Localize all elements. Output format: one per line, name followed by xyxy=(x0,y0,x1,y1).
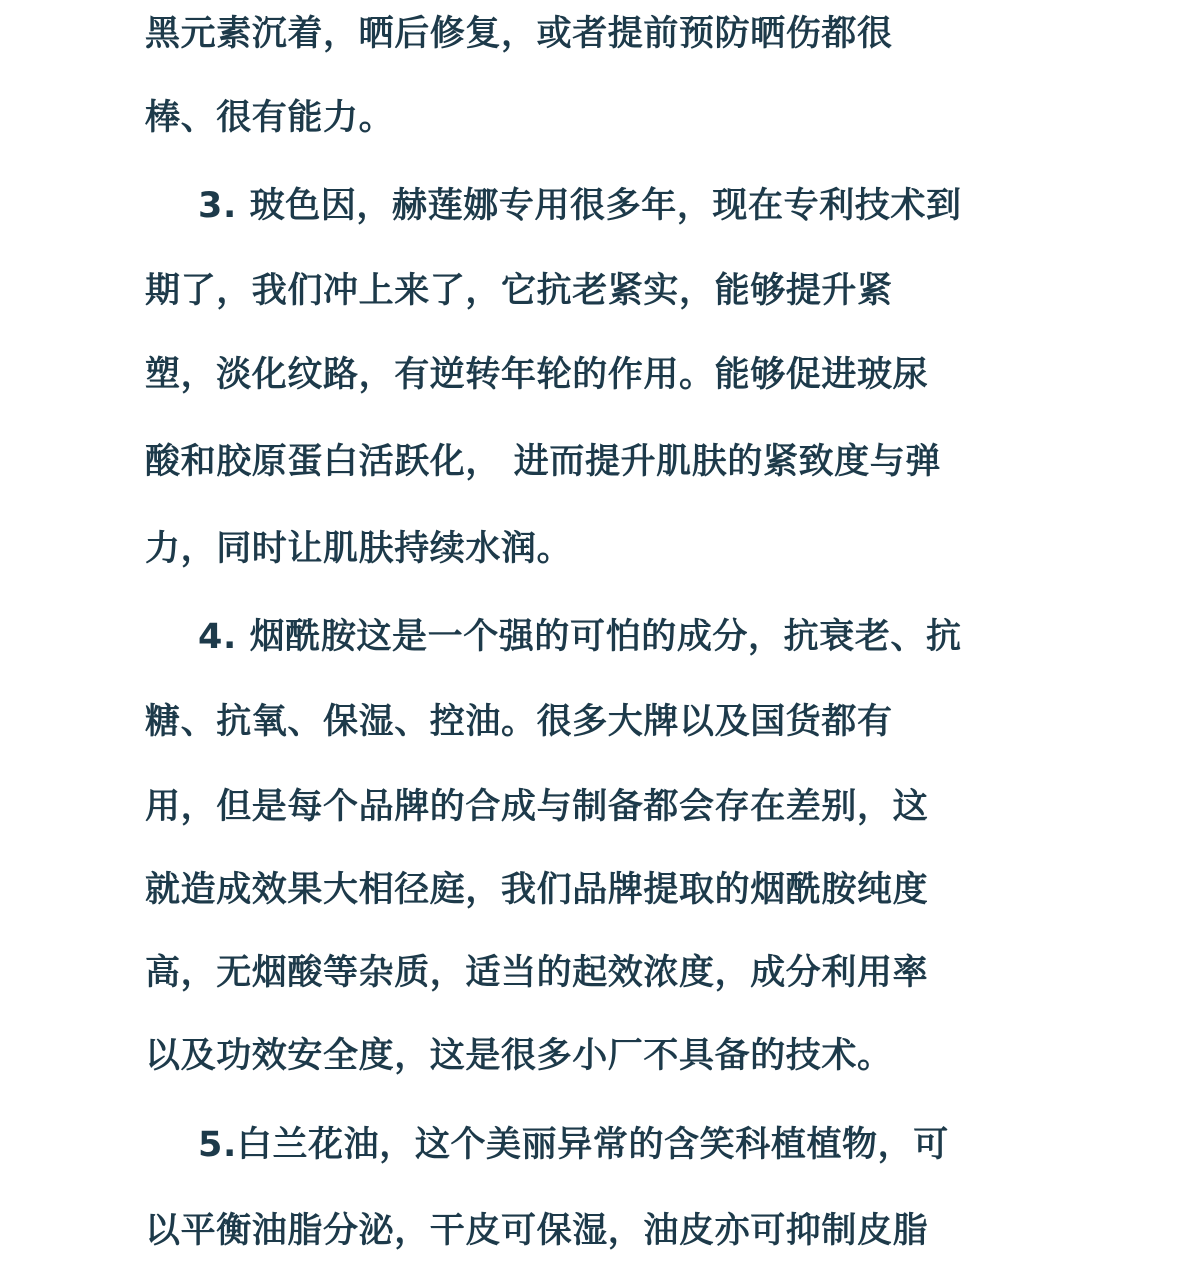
text-line: 高，无烟酸等杂质，适当的起效浓度，成分利用率 xyxy=(145,953,929,993)
text-line: 期了，我们冲上来了，它抗老紧实，能够提升紧 xyxy=(145,271,893,311)
text-line: 以平衡油脂分泌，干皮可保湿，油皮亦可抑制皮脂 xyxy=(145,1211,929,1251)
text-line: 糖、抗氧、保湿、控油。很多大牌以及国货都有 xyxy=(145,702,893,742)
text-line: 酸和胶原蛋白活跃化， 进而提升肌肤的紧致度与弹 xyxy=(145,442,941,482)
text-line: 黑元素沉着，晒后修复，或者提前预防晒伤都很 xyxy=(145,14,893,54)
text-line: 用，但是每个品牌的合成与制备都会存在差别，这 xyxy=(145,787,929,827)
text-line: 棒、很有能力。 xyxy=(145,98,395,138)
text-line: 5.白兰花油，这个美丽异常的含笑科植植物，可 xyxy=(198,1125,949,1165)
text-line: 以及功效安全度，这是很多小厂不具备的技术。 xyxy=(145,1036,893,1076)
text-line: 就造成效果大相径庭，我们品牌提取的烟酰胺纯度 xyxy=(145,870,929,910)
text-line: 3. 玻色因，赫莲娜专用很多年，现在专利技术到 xyxy=(198,186,962,226)
text-line: 塑，淡化纹路，有逆转年轮的作用。能够促进玻尿 xyxy=(145,355,929,395)
text-line: 力，同时让肌肤持续水润。 xyxy=(145,529,573,569)
text-line: 4. 烟酰胺这是一个强的可怕的成分，抗衰老、抗 xyxy=(198,617,962,657)
